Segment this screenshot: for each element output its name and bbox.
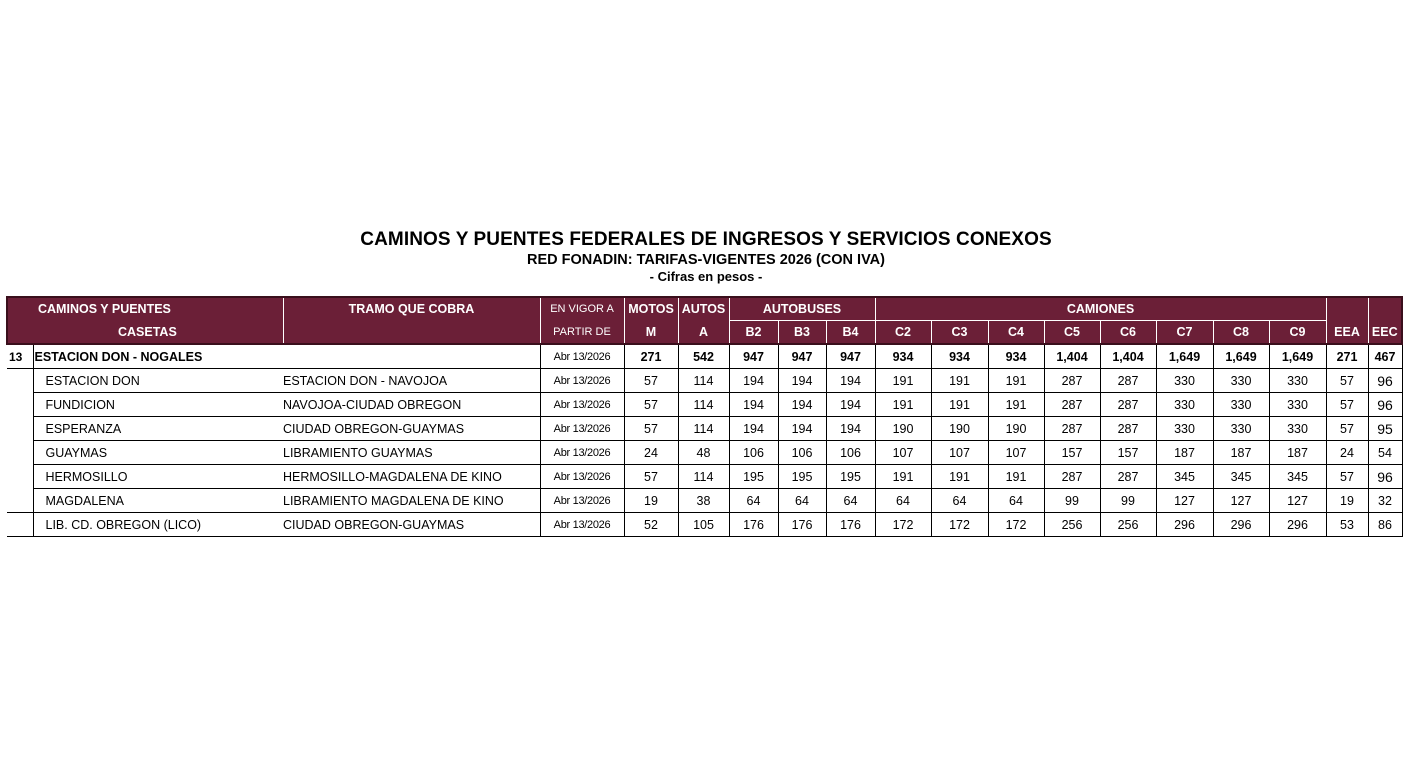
- group-number: 13: [7, 344, 33, 369]
- value-b4: 106: [826, 441, 875, 465]
- value-b2: 106: [729, 441, 778, 465]
- document-title: CAMINOS Y PUENTES FEDERALES DE INGRESOS Y SERVICIOS CONEXOS: [360, 229, 1052, 250]
- value-a: 114: [678, 393, 729, 417]
- value-c3: 64: [931, 489, 988, 513]
- value-c5: 287: [1044, 369, 1100, 393]
- value-eea: 19: [1326, 489, 1368, 513]
- header-autobuses: AUTOBUSES: [729, 297, 875, 321]
- value-c9: 330: [1269, 393, 1326, 417]
- row-number-cell: [7, 393, 33, 417]
- value-c2: 191: [875, 465, 931, 489]
- vigor-date: Abr 13/2026: [540, 441, 624, 465]
- group-value-b4: 947: [826, 344, 875, 369]
- value-m: 52: [624, 513, 678, 537]
- value-m: 57: [624, 465, 678, 489]
- value-b3: 195: [778, 465, 826, 489]
- value-c7: 330: [1156, 369, 1213, 393]
- value-c9: 345: [1269, 465, 1326, 489]
- value-b2: 64: [729, 489, 778, 513]
- table-row: [7, 513, 1402, 537]
- value-c8: 127: [1213, 489, 1269, 513]
- caseta-name: HERMOSILLO: [33, 465, 283, 489]
- vigor-date: Abr 13/2026: [540, 489, 624, 513]
- header-a: A: [678, 321, 729, 345]
- value-eec: 54: [1368, 441, 1402, 465]
- group-value-a: 542: [678, 344, 729, 369]
- value-b3: 106: [778, 441, 826, 465]
- value-b4: 194: [826, 369, 875, 393]
- header-eea: EEA: [1326, 321, 1368, 345]
- value-c8: 187: [1213, 441, 1269, 465]
- value-b2: 194: [729, 393, 778, 417]
- value-a: 114: [678, 417, 729, 441]
- header-camiones: CAMIONES: [875, 297, 1326, 321]
- vigor-date: Abr 13/2026: [540, 369, 624, 393]
- document-subtitle: RED FONADIN: TARIFAS-VIGENTES 2026 (CON IVA): [527, 252, 885, 268]
- value-b3: 194: [778, 369, 826, 393]
- value-c4: 107: [988, 441, 1044, 465]
- tramo-name: HERMOSILLO-MAGDALENA DE KINO: [283, 465, 540, 489]
- value-c3: 107: [931, 441, 988, 465]
- table-row: [7, 489, 1402, 513]
- header-autos: AUTOS: [678, 297, 729, 321]
- value-c3: 172: [931, 513, 988, 537]
- value-c8: 330: [1213, 417, 1269, 441]
- caseta-name: MAGDALENA: [33, 489, 283, 513]
- value-a: 114: [678, 465, 729, 489]
- table-row: [7, 417, 1402, 441]
- vigor-date: Abr 13/2026: [540, 465, 624, 489]
- value-b4: 176: [826, 513, 875, 537]
- header-eec: EEC: [1368, 321, 1402, 345]
- value-c7: 187: [1156, 441, 1213, 465]
- header-caminos: CAMINOS Y PUENTES: [7, 297, 283, 321]
- group-value-c9: 1,649: [1269, 344, 1326, 369]
- value-c6: 287: [1100, 417, 1156, 441]
- value-c9: 330: [1269, 369, 1326, 393]
- value-eec: 86: [1368, 513, 1402, 537]
- value-eea: 57: [1326, 369, 1368, 393]
- vigor-date: Abr 13/2026: [540, 513, 624, 537]
- group-value-b2: 947: [729, 344, 778, 369]
- value-a: 114: [678, 369, 729, 393]
- value-c5: 287: [1044, 465, 1100, 489]
- tariff-table: [6, 296, 1403, 537]
- group-name: ESTACION DON - NOGALES: [33, 344, 283, 369]
- table-row: [7, 393, 1402, 417]
- value-c3: 191: [931, 393, 988, 417]
- row-number-cell: [7, 369, 33, 393]
- table-body: [7, 344, 1402, 537]
- row-number-cell: [7, 441, 33, 465]
- header-motos: MOTOS: [624, 297, 678, 321]
- value-b4: 64: [826, 489, 875, 513]
- value-b4: 194: [826, 393, 875, 417]
- value-b4: 195: [826, 465, 875, 489]
- vigor-date: Abr 13/2026: [540, 393, 624, 417]
- value-eec: 32: [1368, 489, 1402, 513]
- group-value-c4: 934: [988, 344, 1044, 369]
- value-c6: 287: [1100, 465, 1156, 489]
- value-c5: 287: [1044, 417, 1100, 441]
- value-b2: 194: [729, 369, 778, 393]
- value-c4: 172: [988, 513, 1044, 537]
- value-c2: 190: [875, 417, 931, 441]
- header-b3: B3: [778, 321, 826, 345]
- value-c4: 191: [988, 369, 1044, 393]
- caseta-name: GUAYMAS: [33, 441, 283, 465]
- row-number-cell: [7, 465, 33, 489]
- header-c6: C6: [1100, 321, 1156, 345]
- value-c2: 191: [875, 369, 931, 393]
- value-b2: 176: [729, 513, 778, 537]
- currency-note: - Cifras en pesos -: [649, 269, 763, 284]
- document-headings: [0, 228, 1408, 284]
- value-c9: 127: [1269, 489, 1326, 513]
- value-a: 105: [678, 513, 729, 537]
- value-c2: 107: [875, 441, 931, 465]
- value-eea: 57: [1326, 393, 1368, 417]
- header-b2: B2: [729, 321, 778, 345]
- row-number-cell: [7, 417, 33, 441]
- value-c9: 187: [1269, 441, 1326, 465]
- value-b4: 194: [826, 417, 875, 441]
- header-casetas: CASETAS: [7, 321, 283, 345]
- value-m: 19: [624, 489, 678, 513]
- value-a: 38: [678, 489, 729, 513]
- value-c6: 287: [1100, 369, 1156, 393]
- value-c3: 191: [931, 465, 988, 489]
- value-eea: 57: [1326, 417, 1368, 441]
- value-m: 57: [624, 417, 678, 441]
- value-c5: 287: [1044, 393, 1100, 417]
- header-c9: C9: [1269, 321, 1326, 345]
- value-c2: 172: [875, 513, 931, 537]
- tramo-name: LIBRAMIENTO GUAYMAS: [283, 441, 540, 465]
- value-c8: 345: [1213, 465, 1269, 489]
- value-c4: 64: [988, 489, 1044, 513]
- header-tramo: TRAMO QUE COBRA: [283, 297, 540, 321]
- row-number-cell: [7, 513, 33, 537]
- value-m: 57: [624, 393, 678, 417]
- value-a: 48: [678, 441, 729, 465]
- row-number-cell: [7, 489, 33, 513]
- header-b4: B4: [826, 321, 875, 345]
- value-c9: 330: [1269, 417, 1326, 441]
- value-c2: 64: [875, 489, 931, 513]
- value-c3: 190: [931, 417, 988, 441]
- value-c9: 296: [1269, 513, 1326, 537]
- value-c6: 157: [1100, 441, 1156, 465]
- tramo-name: ESTACION DON - NAVOJOA: [283, 369, 540, 393]
- header-c3: C3: [931, 321, 988, 345]
- value-c5: 157: [1044, 441, 1100, 465]
- tramo-name: LIBRAMIENTO MAGDALENA DE KINO: [283, 489, 540, 513]
- value-c7: 330: [1156, 417, 1213, 441]
- value-c6: 99: [1100, 489, 1156, 513]
- group-date: Abr 13/2026: [540, 344, 624, 369]
- header-c7: C7: [1156, 321, 1213, 345]
- table-row: [7, 369, 1402, 393]
- value-c4: 191: [988, 393, 1044, 417]
- value-b3: 176: [778, 513, 826, 537]
- tramo-name: CIUDAD OBREGON-GUAYMAS: [283, 417, 540, 441]
- value-c5: 256: [1044, 513, 1100, 537]
- value-b3: 194: [778, 417, 826, 441]
- header-blank-2: [1368, 297, 1402, 321]
- value-m: 57: [624, 369, 678, 393]
- value-c3: 191: [931, 369, 988, 393]
- value-c7: 345: [1156, 465, 1213, 489]
- value-eea: 24: [1326, 441, 1368, 465]
- header-c2: C2: [875, 321, 931, 345]
- value-eec: 96: [1368, 465, 1402, 489]
- group-value-c7: 1,649: [1156, 344, 1213, 369]
- value-c4: 190: [988, 417, 1044, 441]
- value-c8: 330: [1213, 369, 1269, 393]
- table-header: [7, 297, 1402, 344]
- group-value-c2: 934: [875, 344, 931, 369]
- value-c7: 127: [1156, 489, 1213, 513]
- group-row: [7, 344, 1402, 369]
- value-b3: 194: [778, 393, 826, 417]
- header-c4: C4: [988, 321, 1044, 345]
- value-c5: 99: [1044, 489, 1100, 513]
- header-m: M: [624, 321, 678, 345]
- group-value-eea: 271: [1326, 344, 1368, 369]
- caseta-name: ESTACION DON: [33, 369, 283, 393]
- value-eec: 95: [1368, 417, 1402, 441]
- value-m: 24: [624, 441, 678, 465]
- value-c7: 296: [1156, 513, 1213, 537]
- header-blank-tramo: [283, 321, 540, 345]
- value-c4: 191: [988, 465, 1044, 489]
- header-vigor-line2: PARTIR DE: [540, 321, 624, 345]
- group-value-c8: 1,649: [1213, 344, 1269, 369]
- tramo-name: CIUDAD OBREGON-GUAYMAS: [283, 513, 540, 537]
- value-c6: 287: [1100, 393, 1156, 417]
- caseta-name: LIB. CD. OBREGON (LICO): [33, 513, 283, 537]
- value-b3: 64: [778, 489, 826, 513]
- group-value-b3: 947: [778, 344, 826, 369]
- group-tramo-blank: [283, 344, 540, 369]
- value-c2: 191: [875, 393, 931, 417]
- header-vigor-line1: EN VIGOR A: [540, 297, 624, 321]
- value-eec: 96: [1368, 393, 1402, 417]
- caseta-name: FUNDICION: [33, 393, 283, 417]
- value-b2: 195: [729, 465, 778, 489]
- table-row: [7, 465, 1402, 489]
- tramo-name: NAVOJOA-CIUDAD OBREGON: [283, 393, 540, 417]
- value-eea: 57: [1326, 465, 1368, 489]
- group-value-m: 271: [624, 344, 678, 369]
- value-c7: 330: [1156, 393, 1213, 417]
- header-c8: C8: [1213, 321, 1269, 345]
- value-eea: 53: [1326, 513, 1368, 537]
- value-c8: 296: [1213, 513, 1269, 537]
- table-row: [7, 441, 1402, 465]
- value-eec: 96: [1368, 369, 1402, 393]
- caseta-name: ESPERANZA: [33, 417, 283, 441]
- header-c5: C5: [1044, 321, 1100, 345]
- value-b2: 194: [729, 417, 778, 441]
- group-value-eec: 467: [1368, 344, 1402, 369]
- vigor-date: Abr 13/2026: [540, 417, 624, 441]
- group-value-c6: 1,404: [1100, 344, 1156, 369]
- value-c8: 330: [1213, 393, 1269, 417]
- group-value-c3: 934: [931, 344, 988, 369]
- header-blank-1: [1326, 297, 1368, 321]
- group-value-c5: 1,404: [1044, 344, 1100, 369]
- value-c6: 256: [1100, 513, 1156, 537]
